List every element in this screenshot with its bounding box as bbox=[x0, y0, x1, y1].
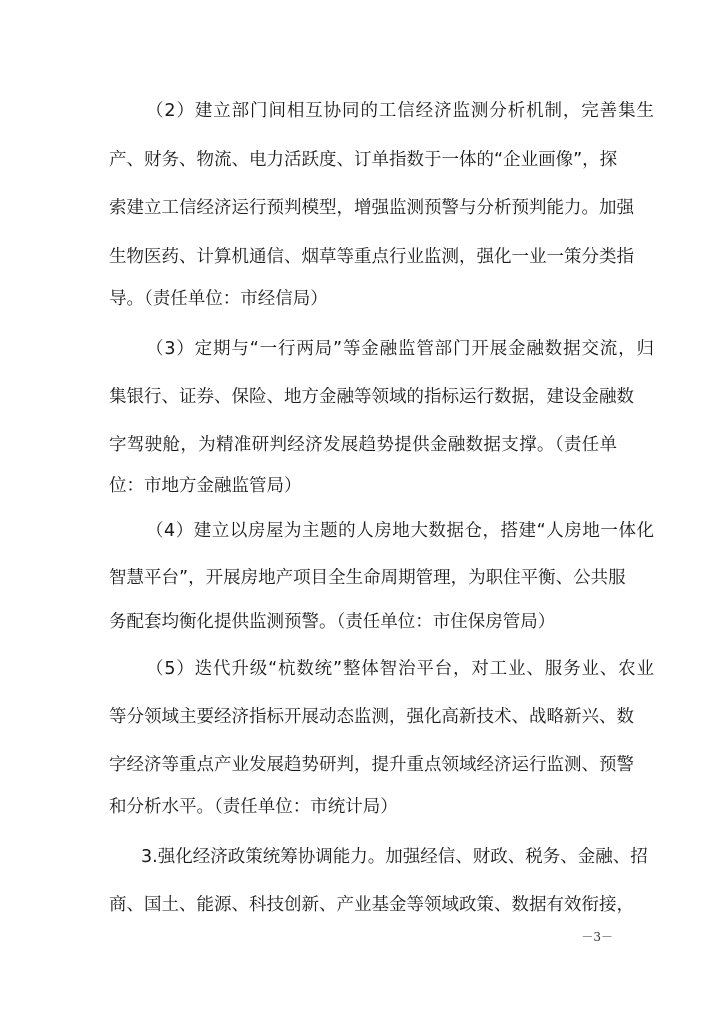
paragraph-2-line-3: 索建立工信经济运行预判模型，增强监测预警与分析预判能力。加强 bbox=[109, 198, 634, 218]
paragraph-2-line-2: 产、财务、物流、电力活跃度、订单指数于一体的“企业画像”，探 bbox=[109, 150, 618, 170]
paragraph-3-line-4: 位：市地方金融监管局） bbox=[109, 476, 302, 496]
paragraph-4-line-3: 务配套均衡化提供监测预警。（责任单位：市住保房管局） bbox=[109, 612, 556, 632]
paragraph-5-line-1: （5）迭代升级“杭数统”整体智治平台，对工业、服务业、农业 bbox=[146, 659, 654, 679]
paragraph-3-line-1: （3）定期与“一行两局”等金融监管部门开展金融数据交流，归 bbox=[146, 339, 654, 359]
paragraph-2-line-4: 生物医药、计算机通信、烟草等重点行业监测，强化一业一策分类指 bbox=[109, 247, 634, 267]
paragraph-5-line-2: 等分领域主要经济指标开展动态监测，强化高新技术、战略新兴、数 bbox=[109, 707, 634, 727]
paragraph-3-line-3: 字驾驶舱，为精准研判经济发展趋势提供金融数据支撑。（责任单 bbox=[109, 435, 617, 455]
paragraph-4-line-1: （4）建立以房屋为主题的人房地大数据仓，搭建“人房地一体化 bbox=[146, 521, 654, 541]
paragraph-4-line-2: 智慧平台”，开展房地产项目全生命周期管理，为职住平衡、公共服 bbox=[109, 568, 626, 588]
paragraph-5-line-3: 字经济等重点产业发展趋势研判，提升重点领域经济运行监测、预警 bbox=[109, 755, 634, 775]
section-3-line-1: 3.强化经济政策统筹协调能力。加强经信、财政、税务、金融、招 bbox=[141, 847, 648, 867]
paragraph-3-line-2: 集银行、证券、保险、地方金融等领域的指标运行数据，建设金融数 bbox=[109, 387, 634, 407]
paragraph-2-line-5: 导。（责任单位：市经信局） bbox=[109, 289, 328, 309]
paragraph-5-line-4: 和分析水平。（责任单位：市统计局） bbox=[109, 797, 398, 817]
page-number: －3－ bbox=[581, 930, 613, 944]
paragraph-2-line-1: （2）建立部门间相互协同的工信经济监测分析机制，完善集生 bbox=[146, 101, 654, 121]
section-3-line-2: 商、国土、能源、科技创新、产业基金等领域政策、数据有效衔接， bbox=[109, 895, 634, 915]
